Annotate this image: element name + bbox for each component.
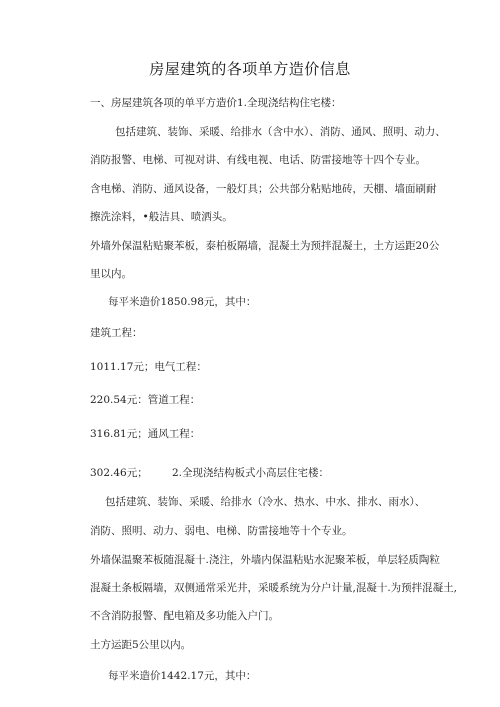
paragraph-line: 不含消防报警、配电箱及多功能入户门。 xyxy=(90,610,279,622)
page-title: 房屋建筑的各项单方造价信息 xyxy=(149,60,351,78)
cost-line: 316.81元；通风工程： xyxy=(90,428,201,440)
paragraph-line: 包括建筑、装饰、采暖、给排水（含中水）、消防、通风、照明、动力、 xyxy=(115,126,446,138)
paragraph-line: 混凝土条板隔墙，双侧通常采光井，采暖系统为分户计量,混凝十.为预拌混凝土, xyxy=(90,582,458,594)
cost-line: 每平米造价1442.17元，其中： xyxy=(108,670,257,682)
paragraph-line: 消防报警、电梯、可视对讲、有线电视、电话、防雷接地等十四个专业。 xyxy=(90,154,426,166)
cost-line: 1011.17元；电气工程： xyxy=(90,361,207,373)
cost-line: 每平米造价1850.98元，其中： xyxy=(108,296,257,308)
paragraph-line: 里以内。 xyxy=(90,268,132,280)
section-heading: 一、房屋建筑各项的单平方造价1.全现浇结构住宅楼： xyxy=(90,97,342,109)
paragraph-line: 外墙保温聚苯板随混凝十.浇注，外墙内保温粘贴水泥聚苯板，单层轻质陶粒 xyxy=(90,554,440,566)
section-heading: 2.全现浇结构板式小高层住宅楼： xyxy=(172,467,330,479)
paragraph-line: 外墙外保温粘贴聚苯板，泰柏板隔墙，混凝土为预拌混凝土，土方运距20公 xyxy=(90,240,440,252)
paragraph-line: 含电梯、消防、通风设备，一般灯具；公共部分粘贴地砖，天棚、墙面刷耐 xyxy=(90,183,437,195)
paragraph-line: 消防、照明、动力、弱电、电梯、防雷接地等十个专业。 xyxy=(90,525,353,537)
cost-line: 建筑工程： xyxy=(90,327,143,339)
cost-line: 302.46元； xyxy=(90,467,148,479)
cost-line: 220.54元：管道工程： xyxy=(90,394,201,406)
paragraph-line: 擦洗涂料，•般洁具、喷洒头。 xyxy=(90,211,233,223)
paragraph-line: 土方运距5公里以内。 xyxy=(90,639,192,651)
paragraph-line: 包括建筑、装饰、采暖、给排水（冷水、热水、中水、排水、雨水）、 xyxy=(105,496,426,508)
